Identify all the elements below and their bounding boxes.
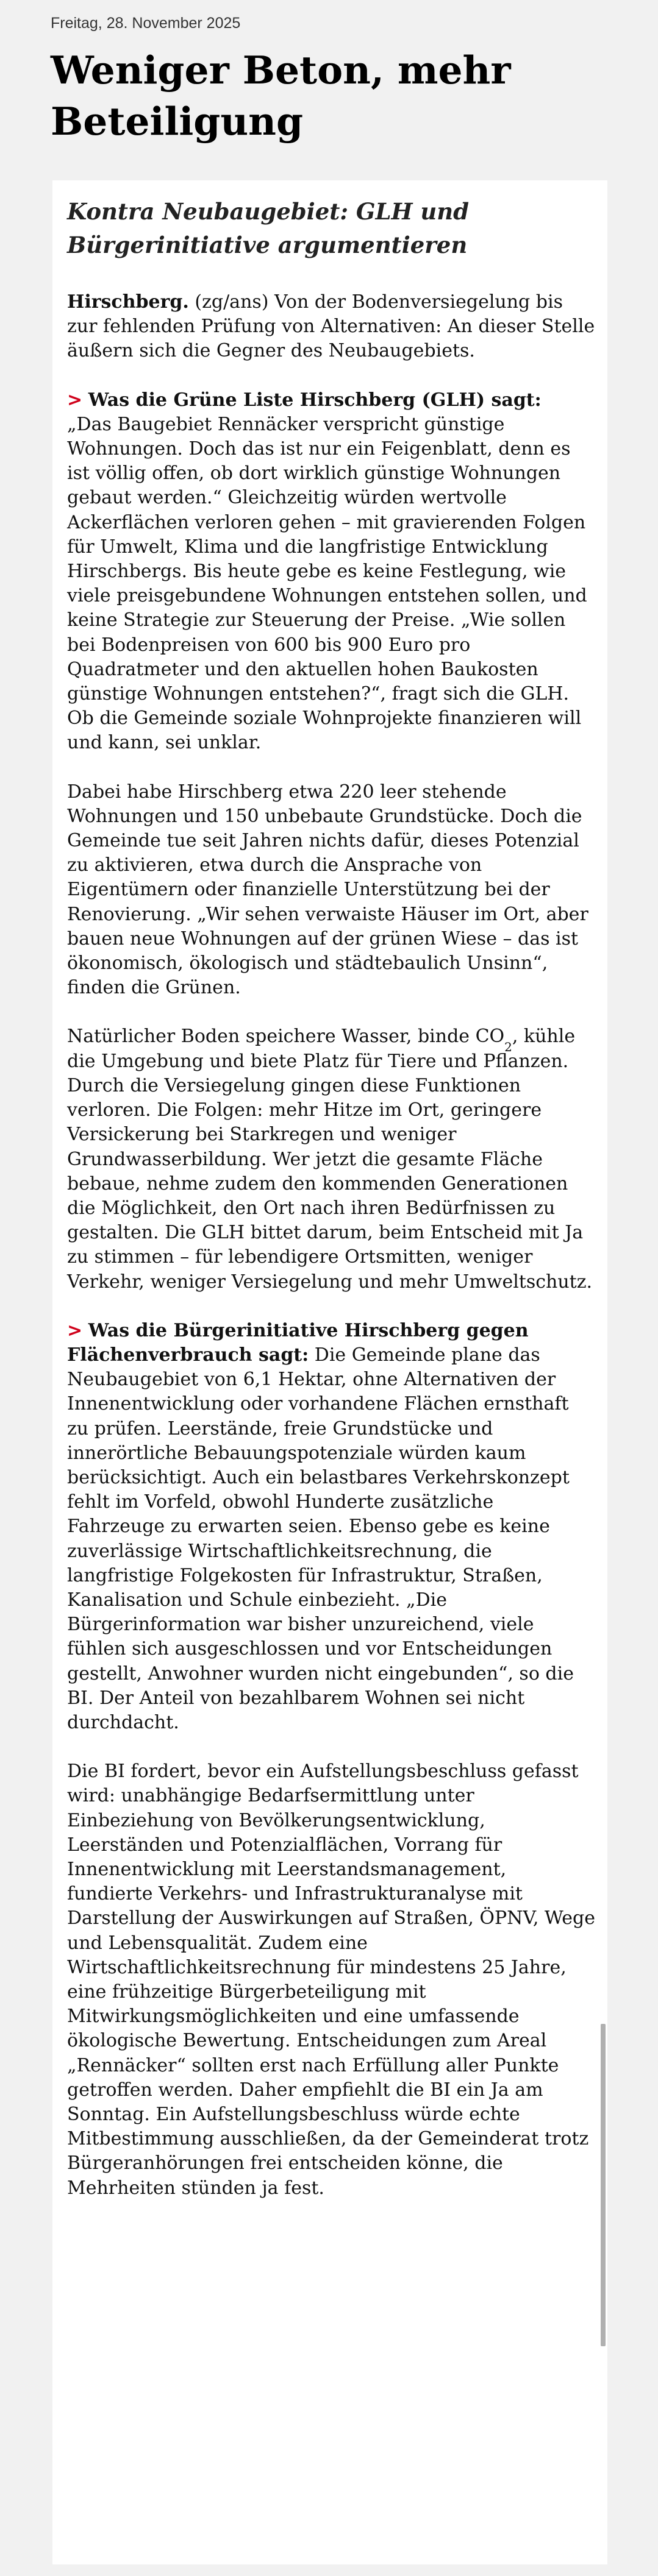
article-body: [67, 290, 595, 2225]
co2-subscript: 2: [504, 1040, 512, 1055]
location-tag: Hirschberg.: [67, 291, 189, 313]
glh-section-paragraph: [67, 388, 595, 756]
intro-paragraph: [67, 290, 595, 364]
intro-text: (zg/ans) Von der Bodenversiegelung bis zur fehlenden Prüfung von Alternativen: An dieser Stelle äußern sich die Gegner des Neubaugebiets.: [67, 291, 595, 362]
publication-date: Freitag, 28. November 2025: [51, 15, 241, 32]
bi-section-paragraph: [67, 1319, 595, 1735]
glh-section-heading: Was die Grüne Liste Hirschberg (GLH) sagt:: [88, 389, 542, 411]
vacancy-paragraph: Dabei habe Hirschberg etwa 220 leer stehende Wohnungen und 150 unbebaute Grundstücke. Doch die Gemeinde tue seit Jahren nichts dafür, dieses Potenzial zu aktivieren, etwa durch die Ansprache von Eigentümern oder finanzielle Unterstützung bei der Renovierung. „Wir sehen verwaiste Häuser im Ort, aber bauen neue Wohnungen auf der grünen Wiese – das ist ökonomisch, ökologisch und städtebaulich Unsinn“, finden die Grünen.: [67, 781, 588, 999]
soil-text-after: , kühle die Umgebung und biete Platz für Tiere und Pflanzen. Durch die Versiegelung gingen diese Funktionen verloren. Die Folgen: mehr Hitze im Ort, geringere Versickerung bei Starkregen und weniger Grundwasserbildung. Wer jetzt die gesamte Fläche bebaue, nehme zudem den kommenden Generationen die Möglichkeit, den Ort nach ihren Bedürfnissen zu gestalten. Die GLH bittet darum, beim Entscheid mit Ja zu stimmen – für lebendigere Ortsmitten, weniger Verkehr, weniger Versiegelung und mehr Umweltschutz.: [67, 1026, 593, 1293]
section-arrow-icon: >: [67, 389, 83, 411]
glh-section-text: „Das Baugebiet Rennäcker verspricht günstige Wohnungen. Doch das ist nur ein Feigenblatt, denn es ist völlig offen, ob dort wirklich günstige Wohnungen gebaut werden.“ Gleichzeitig würden wertvolle Ackerflächen verloren gehen – mit gravierenden Folgen für Umwelt, Klima und die langfristige Entwicklung Hirschbergs. Bis heute gebe es keine Festlegung, wie viele preisgebundene Wohnungen entstehen sollen, und keine Strategie zur Steuerung der Preise. „Wie sollen bei Bodenpreisen von 600 bis 900 Euro pro Quadratmeter und den aktuellen hohen Baukosten günstige Wohnungen entstehen?“, fragt sich die GLH. Ob die Gemeinde soziale Wohnprojekte finanzieren will und kann, sei unklar.: [67, 413, 587, 754]
section-arrow-icon: >: [67, 1319, 83, 1341]
soil-paragraph: [67, 1024, 595, 1294]
bi-section-text: Die Gemeinde plane das Neubaugebiet von 6,1 Hektar, ohne Alternativen der Innenentwicklung oder vorhandene Flächen ernsthaft zu prüfen. Leerstände, freie Grundstücke und innerörtliche Bebauungspotenziale würden kaum berücksichtigt. Auch ein belastbares Verkehrskonzept fehlt im Vorfeld, obwohl Hunderte zusätzliche Fahrzeuge zu erwarten seien. Ebenso gebe es keine zuverlässige Wirtschaftlichkeitsrechnung, die langfristige Folgekosten für Infrastruktur, Straßen, Kanalisation und Schule einbezieht. „Die Bürgerinformation war bisher unzureichend, viele fühlen sich ausgeschlossen und vor Entscheidungen gestellt, Anwohner wurden nicht eingebunden“, so die BI. Der Anteil von bezahlbarem Wohnen sei nicht durchdacht.: [67, 1344, 574, 1733]
soil-text-before: Natürlicher Boden speichere Wasser, binde CO: [67, 1026, 505, 1048]
article-subtitle: Kontra Neubaugebiet: GLH und Bürgerinitiative argumentieren: [67, 198, 470, 258]
demands-paragraph: Die BI fordert, bevor ein Aufstellungsbeschluss gefasst wird: unabhängige Bedarfsermittlung unter Einbeziehung von Bevölkerungsentwicklung, Leerständen und Potenzialflächen, Vorrang für Innenentwicklung mit Leerstandsmanagement, fundierte Verkehrs- und Infrastrukturanalyse mit Darstellung der Auswirkungen auf Straßen, ÖPNV, Wege und Lebensqualität. Zudem eine Wirtschaftlichkeitsrechnung für mindestens 25 Jahre, eine frühzeitige Bürgerbeteiligung mit Mitwirkungsmöglichkeiten und eine umfassende ökologische Bewertung. Entscheidungen zum Areal „Rennäcker“ sollten erst nach Erfüllung aller Punkte getroffen werden. Daher empfiehlt die BI ein Ja am Sonntag. Ein Aufstellungsbeschluss würde echte Mitbestimmung ausschließen, da der Gemeinderat trotz Bürgeranhörungen frei entscheiden könne, die Mehrheiten stünden ja fest.: [67, 1761, 596, 2199]
article-card: [52, 180, 607, 2564]
scrollbar-thumb[interactable]: [601, 2024, 606, 2346]
bi-section-heading: Was die Bürgerinitiative Hirschberg gegen Flächenverbrauch sagt:: [67, 1319, 529, 1366]
headline: Weniger Beton, mehr Beteiligung: [51, 48, 511, 144]
